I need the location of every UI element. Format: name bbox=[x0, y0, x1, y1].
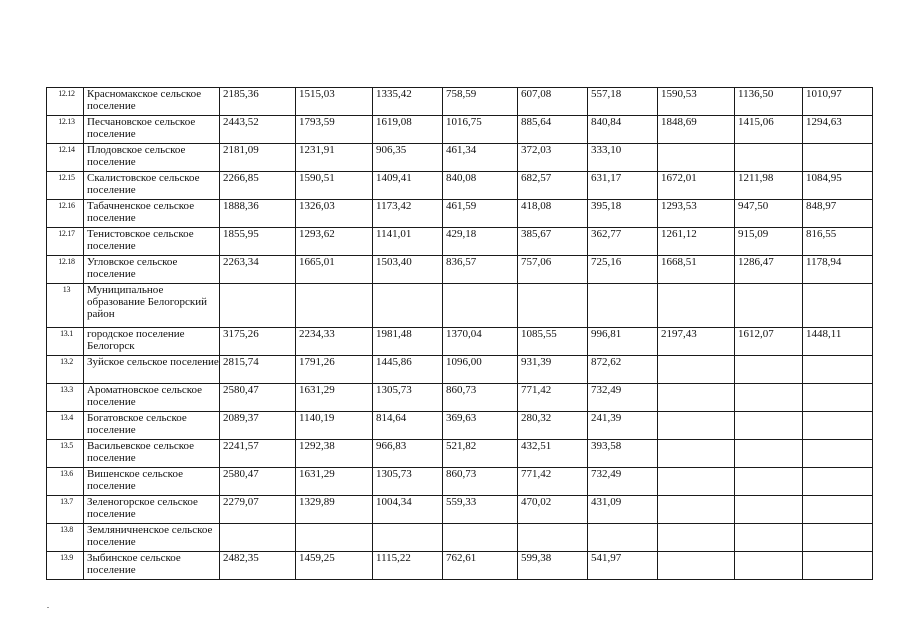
value-cell: 3175,26 bbox=[220, 328, 296, 356]
value-cell: 840,84 bbox=[588, 116, 658, 144]
value-cell bbox=[735, 356, 803, 384]
value-cell: 2580,47 bbox=[220, 384, 296, 412]
settlement-name: Муниципальное образование Белогорский район bbox=[84, 284, 220, 328]
value-cell bbox=[296, 524, 373, 552]
value-cell: 931,39 bbox=[518, 356, 588, 384]
value-cell: 1793,59 bbox=[296, 116, 373, 144]
value-cell bbox=[658, 284, 735, 328]
value-cell: 418,08 bbox=[518, 200, 588, 228]
value-cell: 2241,57 bbox=[220, 440, 296, 468]
settlement-name: Земляничненское сельское поселение bbox=[84, 524, 220, 552]
value-cell: 1231,91 bbox=[296, 144, 373, 172]
settlement-name: Песчановское сельское поселение bbox=[84, 116, 220, 144]
value-cell: 607,08 bbox=[518, 88, 588, 116]
value-cell: 848,97 bbox=[803, 200, 873, 228]
value-cell: 1445,86 bbox=[373, 356, 443, 384]
value-cell bbox=[735, 552, 803, 580]
row-number: 13.5 bbox=[47, 440, 84, 468]
value-cell bbox=[735, 384, 803, 412]
value-cell bbox=[443, 524, 518, 552]
value-cell: 840,08 bbox=[443, 172, 518, 200]
settlement-name: Красномакское сельское поселение bbox=[84, 88, 220, 116]
value-cell: 1293,53 bbox=[658, 200, 735, 228]
value-cell: 732,49 bbox=[588, 384, 658, 412]
value-cell: 762,61 bbox=[443, 552, 518, 580]
row-number: 12.12 bbox=[47, 88, 84, 116]
table-row bbox=[47, 552, 873, 580]
value-cell: 432,51 bbox=[518, 440, 588, 468]
value-cell: 1294,63 bbox=[803, 116, 873, 144]
value-cell: 431,09 bbox=[588, 496, 658, 524]
table-row bbox=[47, 172, 873, 200]
value-cell: 771,42 bbox=[518, 384, 588, 412]
value-cell: 814,64 bbox=[373, 412, 443, 440]
value-cell: 1791,26 bbox=[296, 356, 373, 384]
value-cell bbox=[658, 468, 735, 496]
settlement-name: Тенистовское сельское поселение bbox=[84, 228, 220, 256]
value-cell: 372,03 bbox=[518, 144, 588, 172]
value-cell: 2181,09 bbox=[220, 144, 296, 172]
value-cell: 1211,98 bbox=[735, 172, 803, 200]
value-cell bbox=[735, 284, 803, 328]
value-cell: 1619,08 bbox=[373, 116, 443, 144]
value-cell: 1010,97 bbox=[803, 88, 873, 116]
value-cell: 599,38 bbox=[518, 552, 588, 580]
value-cell bbox=[803, 468, 873, 496]
value-cell: 362,77 bbox=[588, 228, 658, 256]
value-cell: 1415,06 bbox=[735, 116, 803, 144]
value-cell: 836,57 bbox=[443, 256, 518, 284]
value-cell: 393,58 bbox=[588, 440, 658, 468]
row-number: 12.13 bbox=[47, 116, 84, 144]
value-cell bbox=[658, 412, 735, 440]
settlement-name: Угловское сельское поселение bbox=[84, 256, 220, 284]
value-cell: 2815,74 bbox=[220, 356, 296, 384]
value-cell bbox=[658, 356, 735, 384]
settlement-name: городское поселение Белогорск bbox=[84, 328, 220, 356]
value-cell bbox=[296, 284, 373, 328]
value-cell: 1004,34 bbox=[373, 496, 443, 524]
value-cell: 872,62 bbox=[588, 356, 658, 384]
value-cell: 2266,85 bbox=[220, 172, 296, 200]
value-cell: 280,32 bbox=[518, 412, 588, 440]
value-cell: 2197,43 bbox=[658, 328, 735, 356]
value-cell: 1590,51 bbox=[296, 172, 373, 200]
value-cell: 1136,50 bbox=[735, 88, 803, 116]
row-number: 12.14 bbox=[47, 144, 84, 172]
table-row bbox=[47, 328, 873, 356]
settlement-name: Табачненское сельское поселение bbox=[84, 200, 220, 228]
value-cell bbox=[803, 384, 873, 412]
table-row bbox=[47, 88, 873, 116]
value-cell: 860,73 bbox=[443, 468, 518, 496]
row-number: 13.7 bbox=[47, 496, 84, 524]
value-cell: 369,63 bbox=[443, 412, 518, 440]
value-cell: 758,59 bbox=[443, 88, 518, 116]
value-cell bbox=[803, 524, 873, 552]
value-cell bbox=[588, 524, 658, 552]
value-cell: 1329,89 bbox=[296, 496, 373, 524]
row-number: 12.16 bbox=[47, 200, 84, 228]
value-cell: 1370,04 bbox=[443, 328, 518, 356]
table-body bbox=[47, 88, 873, 580]
value-cell: 2279,07 bbox=[220, 496, 296, 524]
value-cell: 906,35 bbox=[373, 144, 443, 172]
table-row bbox=[47, 412, 873, 440]
value-cell bbox=[220, 284, 296, 328]
table-row bbox=[47, 200, 873, 228]
value-cell bbox=[803, 552, 873, 580]
value-cell bbox=[803, 412, 873, 440]
settlement-name: Зыбинское сельское поселение bbox=[84, 552, 220, 580]
settlement-name: Ароматновское сельское поселение bbox=[84, 384, 220, 412]
value-cell: 1888,36 bbox=[220, 200, 296, 228]
value-cell: 333,10 bbox=[588, 144, 658, 172]
value-cell: 1335,42 bbox=[373, 88, 443, 116]
value-cell bbox=[658, 440, 735, 468]
value-cell: 1096,00 bbox=[443, 356, 518, 384]
value-cell bbox=[658, 496, 735, 524]
value-cell: 1631,29 bbox=[296, 468, 373, 496]
value-cell: 1848,69 bbox=[658, 116, 735, 144]
row-number: 13 bbox=[47, 284, 84, 328]
value-cell bbox=[735, 144, 803, 172]
value-cell bbox=[735, 440, 803, 468]
value-cell: 915,09 bbox=[735, 228, 803, 256]
value-cell: 966,83 bbox=[373, 440, 443, 468]
value-cell bbox=[803, 440, 873, 468]
table-row bbox=[47, 228, 873, 256]
value-cell: 541,97 bbox=[588, 552, 658, 580]
value-cell: 429,18 bbox=[443, 228, 518, 256]
value-cell bbox=[735, 412, 803, 440]
row-number: 13.4 bbox=[47, 412, 84, 440]
settlement-name: Плодовское сельское поселение bbox=[84, 144, 220, 172]
value-cell: 241,39 bbox=[588, 412, 658, 440]
value-cell: 1305,73 bbox=[373, 468, 443, 496]
scan-speck bbox=[47, 607, 49, 608]
table-row bbox=[47, 496, 873, 524]
table-row bbox=[47, 284, 873, 328]
value-cell bbox=[803, 144, 873, 172]
value-cell: 1981,48 bbox=[373, 328, 443, 356]
value-cell: 1672,01 bbox=[658, 172, 735, 200]
value-cell bbox=[518, 524, 588, 552]
value-cell: 1326,03 bbox=[296, 200, 373, 228]
value-cell: 1141,01 bbox=[373, 228, 443, 256]
value-cell: 1631,29 bbox=[296, 384, 373, 412]
settlement-name: Зеленогорское сельское поселение bbox=[84, 496, 220, 524]
value-cell: 1292,38 bbox=[296, 440, 373, 468]
value-cell bbox=[443, 284, 518, 328]
value-cell: 1115,22 bbox=[373, 552, 443, 580]
value-cell: 860,73 bbox=[443, 384, 518, 412]
value-cell: 2089,37 bbox=[220, 412, 296, 440]
row-number: 13.1 bbox=[47, 328, 84, 356]
row-number: 13.3 bbox=[47, 384, 84, 412]
row-number: 12.15 bbox=[47, 172, 84, 200]
row-number: 13.6 bbox=[47, 468, 84, 496]
value-cell: 1305,73 bbox=[373, 384, 443, 412]
tariff-table bbox=[46, 87, 873, 580]
value-cell: 557,18 bbox=[588, 88, 658, 116]
value-cell bbox=[588, 284, 658, 328]
table-row bbox=[47, 440, 873, 468]
value-cell: 885,64 bbox=[518, 116, 588, 144]
value-cell: 470,02 bbox=[518, 496, 588, 524]
value-cell bbox=[735, 468, 803, 496]
value-cell: 461,59 bbox=[443, 200, 518, 228]
value-cell: 1448,11 bbox=[803, 328, 873, 356]
value-cell bbox=[803, 356, 873, 384]
row-number: 12.17 bbox=[47, 228, 84, 256]
value-cell: 1140,19 bbox=[296, 412, 373, 440]
value-cell bbox=[220, 524, 296, 552]
table-row bbox=[47, 384, 873, 412]
row-number: 13.2 bbox=[47, 356, 84, 384]
value-cell bbox=[735, 496, 803, 524]
value-cell: 2185,36 bbox=[220, 88, 296, 116]
value-cell: 1503,40 bbox=[373, 256, 443, 284]
value-cell: 947,50 bbox=[735, 200, 803, 228]
value-cell bbox=[373, 524, 443, 552]
value-cell: 385,67 bbox=[518, 228, 588, 256]
value-cell: 732,49 bbox=[588, 468, 658, 496]
settlement-name: Зуйское сельское поселение bbox=[84, 356, 220, 384]
value-cell: 2263,34 bbox=[220, 256, 296, 284]
value-cell: 1016,75 bbox=[443, 116, 518, 144]
settlement-name: Васильевское сельское поселение bbox=[84, 440, 220, 468]
value-cell: 521,82 bbox=[443, 440, 518, 468]
value-cell: 771,42 bbox=[518, 468, 588, 496]
value-cell bbox=[658, 384, 735, 412]
row-number: 13.9 bbox=[47, 552, 84, 580]
value-cell: 1293,62 bbox=[296, 228, 373, 256]
value-cell: 1409,41 bbox=[373, 172, 443, 200]
value-cell: 2482,35 bbox=[220, 552, 296, 580]
value-cell: 2580,47 bbox=[220, 468, 296, 496]
settlement-name: Вишенское сельское поселение bbox=[84, 468, 220, 496]
table-row bbox=[47, 144, 873, 172]
value-cell: 1665,01 bbox=[296, 256, 373, 284]
value-cell: 461,34 bbox=[443, 144, 518, 172]
value-cell bbox=[735, 524, 803, 552]
value-cell: 395,18 bbox=[588, 200, 658, 228]
value-cell: 1085,55 bbox=[518, 328, 588, 356]
value-cell bbox=[803, 284, 873, 328]
value-cell: 1855,95 bbox=[220, 228, 296, 256]
value-cell: 1286,47 bbox=[735, 256, 803, 284]
table-row bbox=[47, 116, 873, 144]
value-cell: 1612,07 bbox=[735, 328, 803, 356]
value-cell: 2234,33 bbox=[296, 328, 373, 356]
value-cell: 816,55 bbox=[803, 228, 873, 256]
row-number: 12.18 bbox=[47, 256, 84, 284]
table-row bbox=[47, 524, 873, 552]
settlement-name: Богатовское сельское поселение bbox=[84, 412, 220, 440]
value-cell bbox=[803, 496, 873, 524]
value-cell bbox=[373, 284, 443, 328]
value-cell: 631,17 bbox=[588, 172, 658, 200]
value-cell: 1459,25 bbox=[296, 552, 373, 580]
value-cell: 1590,53 bbox=[658, 88, 735, 116]
value-cell: 1261,12 bbox=[658, 228, 735, 256]
table-row bbox=[47, 256, 873, 284]
value-cell: 1084,95 bbox=[803, 172, 873, 200]
row-number: 13.8 bbox=[47, 524, 84, 552]
settlement-name: Скалистовское сельское поселение bbox=[84, 172, 220, 200]
value-cell bbox=[518, 284, 588, 328]
value-cell: 996,81 bbox=[588, 328, 658, 356]
table-row bbox=[47, 468, 873, 496]
value-cell: 559,33 bbox=[443, 496, 518, 524]
value-cell: 1173,42 bbox=[373, 200, 443, 228]
value-cell: 2443,52 bbox=[220, 116, 296, 144]
value-cell: 1515,03 bbox=[296, 88, 373, 116]
value-cell: 1668,51 bbox=[658, 256, 735, 284]
value-cell: 1178,94 bbox=[803, 256, 873, 284]
table-row bbox=[47, 356, 873, 384]
value-cell bbox=[658, 524, 735, 552]
value-cell bbox=[658, 552, 735, 580]
value-cell: 725,16 bbox=[588, 256, 658, 284]
value-cell: 757,06 bbox=[518, 256, 588, 284]
value-cell: 682,57 bbox=[518, 172, 588, 200]
value-cell bbox=[658, 144, 735, 172]
